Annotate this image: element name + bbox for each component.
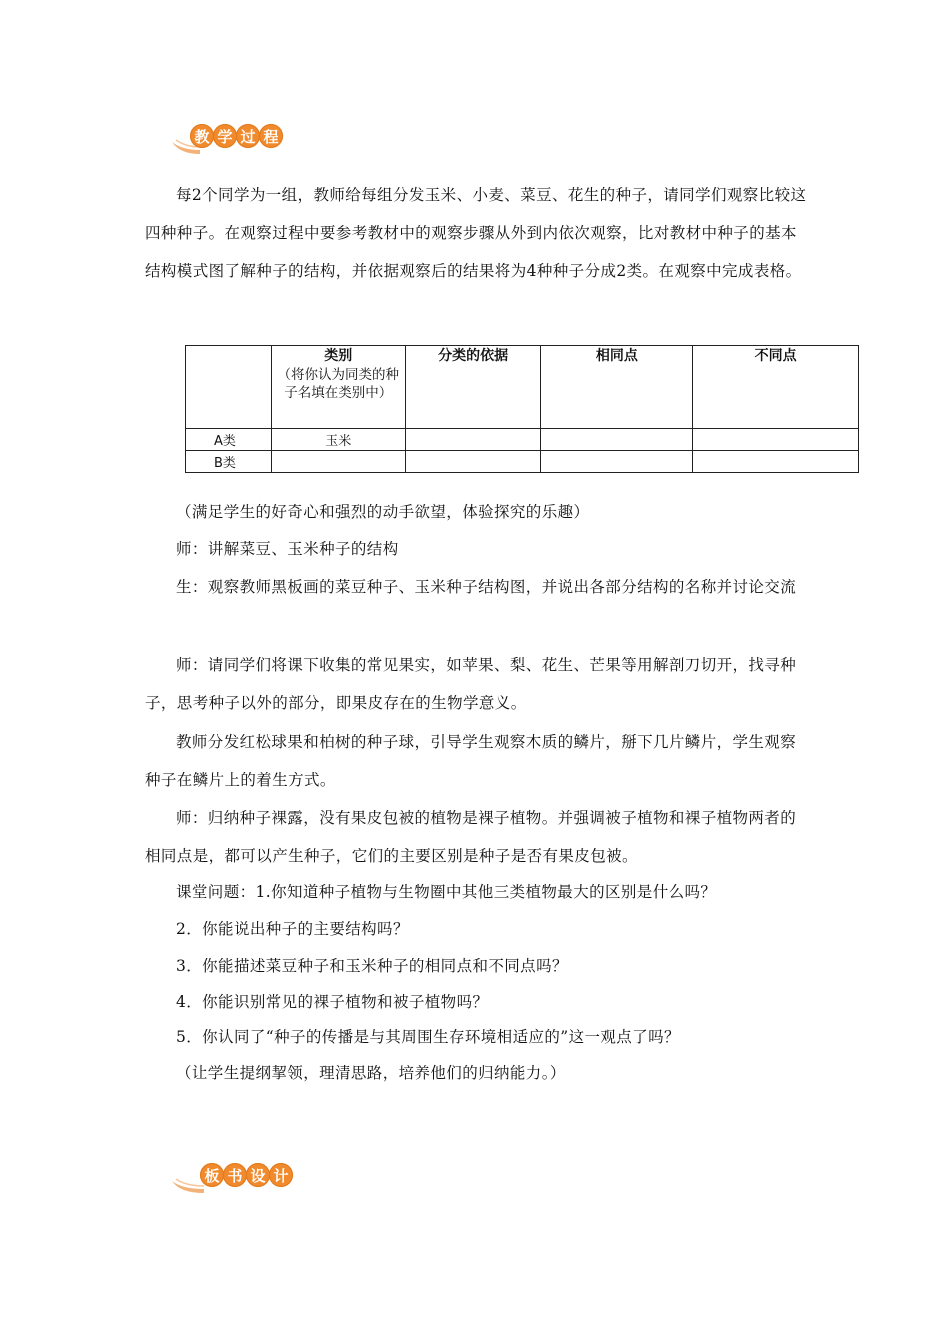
heading-char: 教 (190, 124, 214, 148)
seed-classification-table (185, 345, 859, 473)
header-basis: 分类的依据 (405, 346, 541, 429)
row-same (541, 429, 693, 451)
row-basis (405, 451, 541, 473)
question-5: 5．你认同了“种子的传播是与其周围生存环境相适应的”这一观点了吗？ (176, 1028, 680, 1046)
row-same (541, 451, 693, 473)
row-basis (405, 429, 541, 451)
heading-char: 程 (259, 124, 283, 148)
intro-paragraph: 每2个同学为一组，教师给每组分发玉米、小麦、菜豆、花生的种子，请同学们观察比较这四种种子。在观察过程中要参考教材中的观察步骤从外到内依次观察，比对教材中种子的基本结构模式图了解种子的结构，并依据观察后的结果将为4种种子分成2类。在观察中完成表格。 (145, 186, 807, 280)
row-diff (693, 451, 859, 473)
heading-char: 书 (223, 1163, 247, 1187)
teacher-explain: 师：讲解菜豆、玉米种子的结构 (176, 540, 399, 558)
section-heading-process (170, 120, 330, 160)
question-1: 课堂问题：1.你知道种子植物与生物圈中其他三类植物最大的区别是什么吗？ (176, 883, 717, 901)
header-empty (186, 346, 272, 429)
table-row (186, 451, 859, 473)
student-observe: 生：观察教师黑板画的菜豆种子、玉米种子结构图，并说出各部分结构的名称并讨论交流 (176, 578, 797, 596)
teacher-cones: 教师分发红松球果和柏树的种子球，引导学生观察木质的鳞片，掰下几片鳞片，学生观察种子在鳞片上的着生方式。 (145, 733, 797, 789)
row-label: B类 (186, 451, 272, 473)
heading-char: 设 (246, 1163, 270, 1187)
note-curiosity: （满足学生的好奇心和强烈的动手欲望，体验探究的乐趣） (176, 503, 590, 521)
header-category-label: 类别 (324, 348, 353, 364)
heading-char: 板 (200, 1163, 224, 1187)
table-header-row (186, 346, 859, 429)
teacher-fruits: 师：请同学们将课下收集的常见果实，如苹果、梨、花生、芒果等用解剖刀切开，找寻种子，思考种子以外的部分，即果皮存在的生物学意义。 (145, 656, 797, 712)
section-heading-board (170, 1159, 330, 1199)
header-diff: 不同点 (693, 346, 859, 429)
header-category-note: （将你认为同类的种子名填在类别中） (277, 367, 400, 401)
row-category: 玉米 (271, 429, 405, 451)
header-same: 相同点 (541, 346, 693, 429)
question-2: 2．你能说出种子的主要结构吗？ (176, 920, 409, 938)
row-category (271, 451, 405, 473)
heading-char: 计 (269, 1163, 293, 1187)
header-category (271, 346, 405, 429)
row-diff (693, 429, 859, 451)
question-4: 4．你能识别常见的裸子植物和被子植物吗？ (176, 993, 489, 1011)
row-label: A类 (186, 429, 272, 451)
note-summary: （让学生提纲挈领，理清思路，培养他们的归纳能力。） (176, 1064, 566, 1082)
teacher-summary: 师：归纳种子裸露，没有果皮包被的植物是裸子植物。并强调被子植物和裸子植物两者的相同点是，都可以产生种子，它们的主要区别是种子是否有果皮包被。 (145, 809, 797, 865)
table-row (186, 429, 859, 451)
heading-char: 学 (213, 124, 237, 148)
heading-char: 过 (236, 124, 260, 148)
question-3: 3．你能描述菜豆种子和玉米种子的相同点和不同点吗？ (176, 957, 568, 975)
